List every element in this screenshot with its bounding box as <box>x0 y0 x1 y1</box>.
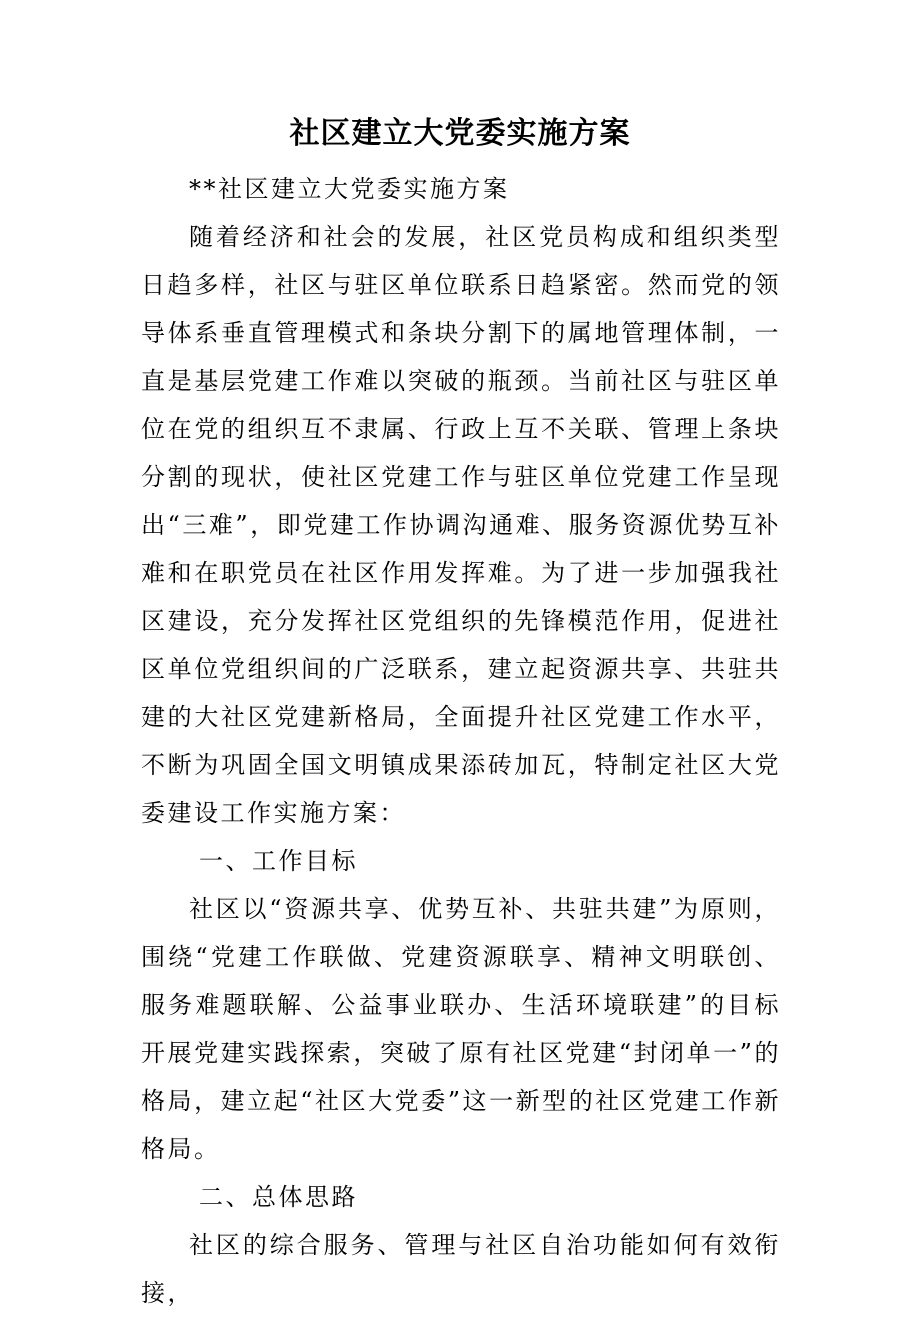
intro-paragraph: 随着经济和社会的发展，社区党员构成和组织类型日趋多样，社区与驻区单位联系日趋紧密。然而党的领导体系垂直管理模式和条块分割下的属地管理体制，一直是基层党建工作难以突破的瓶颈。当前社区与驻区单位在党的组织互不隶属、行政上互不关联、管理上条块分割的现状，使社区党建工作与驻区单位党建工作呈现出“三难”，即党建工作协调沟通难、服务资源优势互补难和在职党员在社区作用发挥难。为了进一步加强我社区建设，充分发挥社区党组织的先锋模范作用，促进社区单位党组织间的广泛联系，建立起资源共享、共驻共建的大社区党建新格局，全面提升社区党建工作水平，不断为巩固全国文明镇成果添砖加瓦，特制定社区大党委建设工作实施方案： <box>141 223 781 827</box>
section-heading-goal: 一、工作目标 <box>199 847 358 875</box>
document-title: 社区建立大党委实施方案 <box>289 116 631 151</box>
section-heading-approach: 二、总体思路 <box>199 1183 358 1211</box>
document-body <box>141 165 781 1317</box>
goal-paragraph: 社区以“资源共享、优势互补、共驻共建”为原则，围绕“党建工作联做、党建资源联享、精神文明联创、服务难题联解、公益事业联办、生活环境联建”的目标开展党建实践探索，突破了原有社区党建“封闭单一”的格局，建立起“社区大党委”这一新型的社区党建工作新格局。 <box>141 895 781 1163</box>
approach-paragraph: 社区的综合服务、管理与社区自治功能如何有效衔接， <box>141 1231 781 1307</box>
subtitle-line: **社区建立大党委实施方案 <box>189 175 510 203</box>
